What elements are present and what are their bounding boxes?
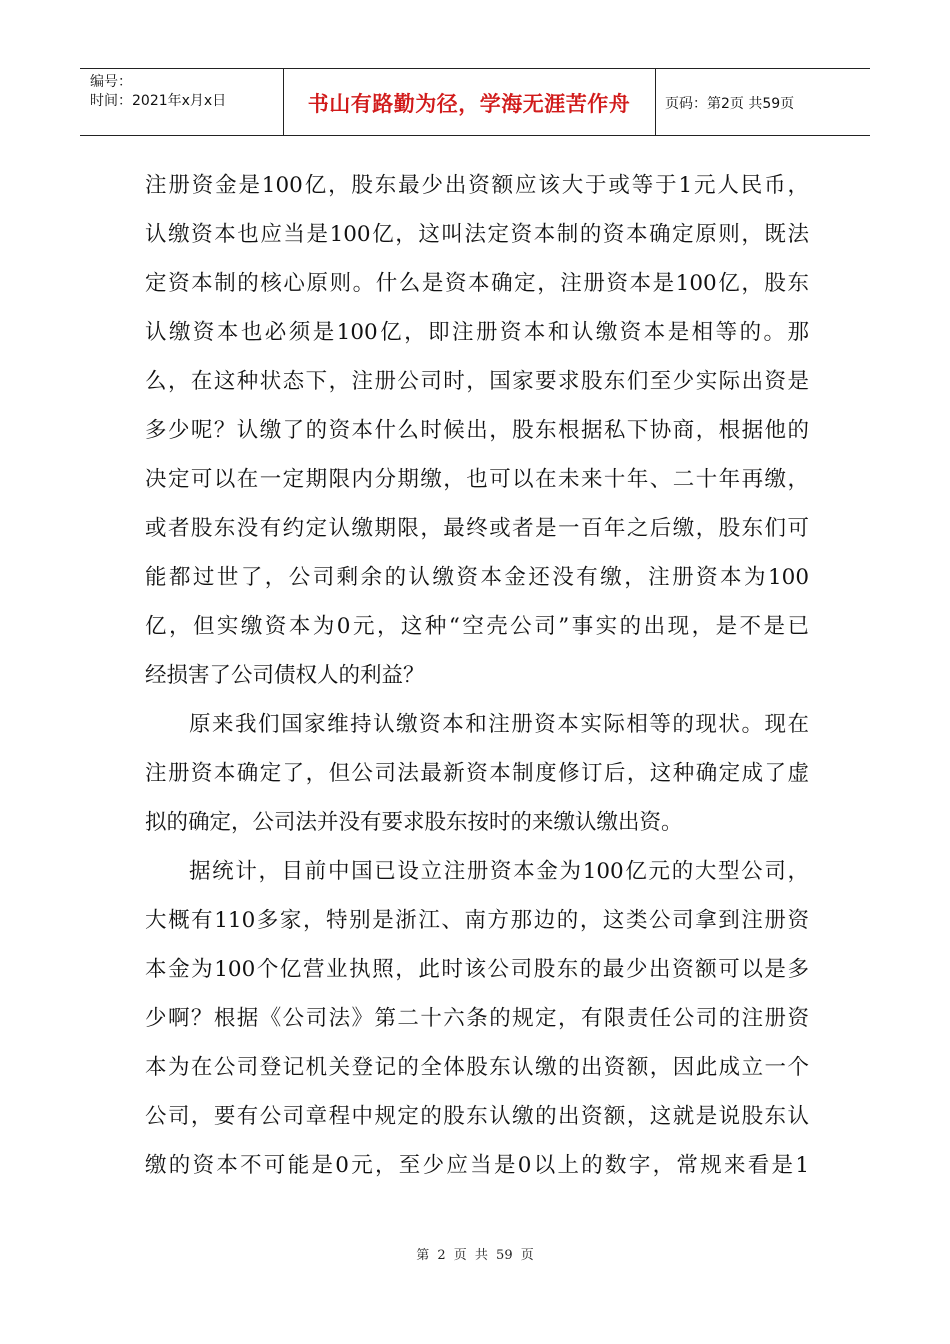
body-line: 经损害了公司债权人的利益？ [145, 663, 425, 688]
body-line: 认缴资本也应当是100亿，这叫法定资本制的资本确定原则，既法 [145, 222, 809, 247]
header-top-rule [80, 68, 870, 69]
body-line: 认缴资本也必须是100亿，即注册资本和认缴资本是相等的。那 [145, 320, 809, 345]
body-line: 亿，但实缴资本为0元，这种“空壳公司”事实的出现，是不是已 [145, 614, 809, 639]
body-line: 原来我们国家维持认缴资本和注册资本实际相等的现状。现在 [189, 712, 809, 737]
date-label: 时间：2021年x月x日 [90, 93, 227, 109]
header-meta [90, 73, 226, 111]
header-page-info: 页码：第2页 共59页 [665, 96, 795, 112]
body-line: 本金为100个亿营业执照，此时该公司股东的最少出资额可以是多 [145, 957, 809, 982]
body-line: 决定可以在一定期限内分期缴，也可以在未来十年、二十年再缴， [145, 467, 809, 492]
body-line: 么，在这种状态下，注册公司时，国家要求股东们至少实际出资是 [145, 369, 809, 394]
body-line: 注册资本确定了，但公司法最新资本制度修订后，这种确定成了虚 [145, 761, 809, 786]
body-line: 能都过世了，公司剩余的认缴资本金还没有缴，注册资本为100 [145, 565, 809, 590]
body-line: 定资本制的核心原则。什么是资本确定，注册资本是100亿，股东 [145, 271, 809, 296]
header-motto: 书山有路勤为径，学海无涯苦作舟 [307, 92, 631, 116]
document-body [145, 161, 809, 1190]
body-line: 据统计，目前中国已设立注册资本金为100亿元的大型公司， [189, 859, 809, 884]
body-line: 或者股东没有约定认缴期限，最终或者是一百年之后缴，股东们可 [145, 516, 809, 541]
page-footer: 第 2 页 共 59 页 [416, 1248, 534, 1263]
body-line: 缴的资本不可能是0元，至少应当是0以上的数字，常规来看是1 [145, 1153, 809, 1178]
serial-number-label: 编号： [90, 74, 132, 90]
header-divider-right [655, 68, 656, 135]
body-line: 拟的确定，公司法并没有要求股东按时的来缴认缴出资。 [145, 810, 683, 835]
body-line: 少啊？根据《公司法》第二十六条的规定，有限责任公司的注册资 [145, 1006, 809, 1031]
body-line: 多少呢？认缴了的资本什么时候出，股东根据私下协商，根据他的 [145, 418, 809, 443]
body-line: 公司，要有公司章程中规定的股东认缴的出资额，这就是说股东认 [145, 1104, 809, 1129]
header-bottom-rule [80, 135, 870, 136]
body-line: 大概有110多家，特别是浙江、南方那边的，这类公司拿到注册资 [145, 908, 809, 933]
body-line: 注册资金是100亿，股东最少出资额应该大于或等于1元人民币， [145, 173, 809, 198]
body-line: 本为在公司登记机关登记的全体股东认缴的出资额，因此成立一个 [145, 1055, 809, 1080]
